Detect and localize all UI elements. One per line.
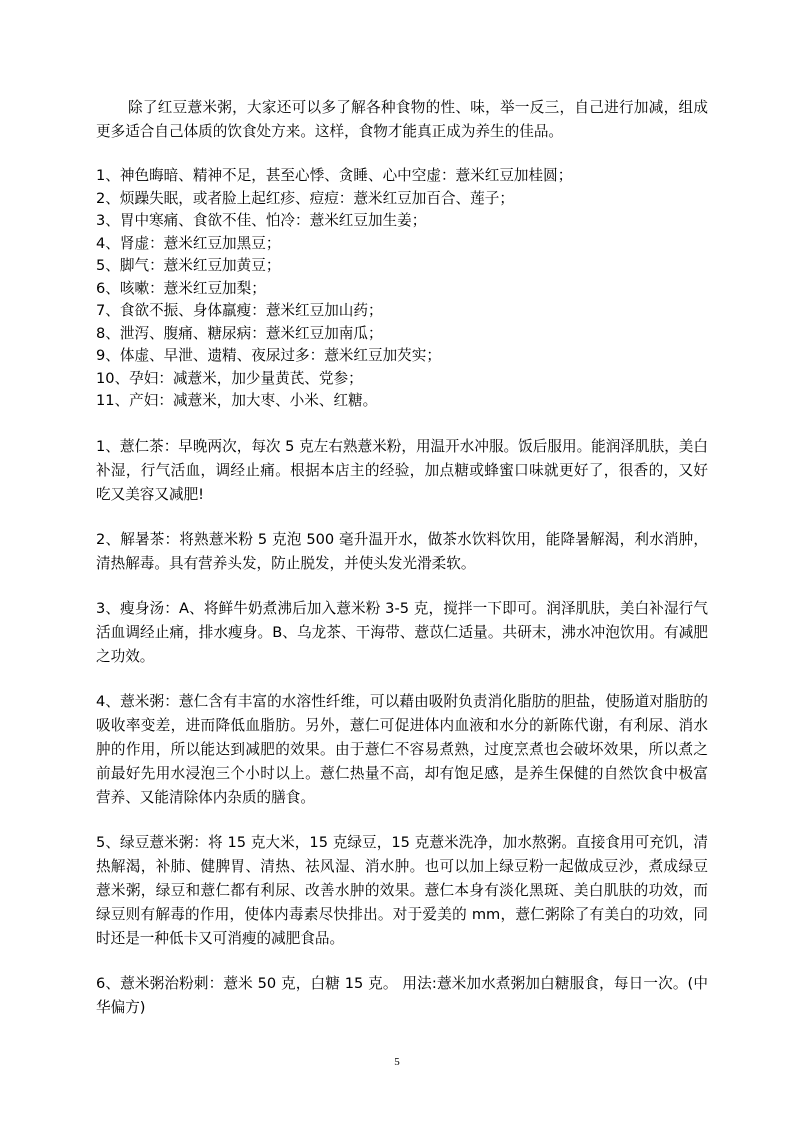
list-item: 10、孕妇：减薏米，加少量黄芪、党参； [96,369,363,387]
list-item: 1、神色晦暗、精神不足，甚至心悸、贪睡、心中空虚：薏米红豆加桂圆； [96,167,573,184]
recipe-paragraph-slimming-soup: 3、瘦身汤：A、将鲜牛奶煮沸后加入薏米粉 3-5 克，搅拌一下即可。润泽肌肤，美白补湿行气活血调经止痛，排水瘦身。B、乌龙茶、干海带、薏苡仁适量。共研末，沸水冲泡饮用。有减肥之功效。 [96,599,708,665]
list-item: 8、泄泻、腹痛、糖尿病：薏米红豆加南瓜； [96,324,383,342]
page-number: 5 [394,1056,400,1068]
intro-paragraph: 除了红豆薏米粥，大家还可以多了解各种食物的性、味，举一反三，自己进行加减，组成更多适合自己体质的饮食处方来。这样，食物才能真正成为养生的佳品。 [96,99,708,140]
recipe-paragraph-porridge: 4、薏米粥：薏仁含有丰富的水溶性纤维，可以藉由吸附负责消化脂肪的胆盐，使肠道对脂肪的吸收率变差，进而降低血脂肪。另外，薏仁可促进体内血液和水分的新陈代谢，有利尿、消水肿的作用，所以能达到减肥的效果。由于薏仁不容易煮熟，过度烹煮也会破坏效果，所以煮之前最好先用水浸泡三个小时以上。薏仁热量不高，却有饱足感，是养生保健的自然饮食中极富营养、又能清除体内杂质的膳食。 [96,692,708,806]
document-page [96,96,708,1041]
list-item: 6、咳嗽：薏米红豆加梨； [96,279,266,297]
recipe-paragraph-tea: 1、薏仁茶：早晚两次，每次 5 克左右熟薏米粉，用温开水冲服。饭后服用。能润泽肌肤，美白补湿，行气活血，调经止痛。根据本店主的经验，加点糖或蜂蜜口味就更好了，很香的，又好吃又美容又减肥! [96,437,708,503]
list-item: 4、肾虚：薏米红豆加黑豆； [96,234,281,252]
recipe-paragraph-mungbean-porridge: 5、绿豆薏米粥：将 15 克大米，15 克绿豆，15 克薏米洗净，加水熬粥。直接食用可充饥，清热解渴，补肺、健脾胃、清热、祛风湿、消水肿。也可以加上绿豆粉一起做成豆沙，煮成绿豆薏米粥，绿豆和薏仁都有利尿、改善水肿的效果。薏仁本身有淡化黑斑、美白肌肤的功效，而绿豆则有解毒的作用，使体内毒素尽快排出。对于爱美的 mm，薏仁粥除了有美白的功效，同时还是一种低卡又可消瘦的减肥食品。 [96,833,708,947]
recipe-paragraph-acne: 6、薏米粥治粉刺：薏米 50 克，白糖 15 克。 用法:薏米加水煮粥加白糖服食，每日一次。(中华偏方) [96,974,708,1016]
remedy-list [96,165,708,413]
recipe-paragraph-summer-tea: 2、解暑茶：将熟薏米粉 5 克泡 500 毫升温开水，做茶水饮料饮用，能降暑解渴，利水消肿，清热解毒。具有营养头发，防止脱发，并使头发光滑柔软。 [96,530,708,572]
list-item: 5、脚气：薏米红豆加黄豆； [96,257,281,274]
list-item: 2、烦躁失眠，或者脸上起红疹、痘痘：薏米红豆加百合、莲子； [96,189,514,207]
list-item: 11、产妇：减薏米，加大枣、小米、红糖。 [96,392,378,409]
list-item: 9、体虚、早泄、遗精、夜尿过多：薏米红豆加芡实； [96,347,441,364]
list-item: 7、食欲不振、身体羸瘦：薏米红豆加山药； [96,302,383,319]
list-item: 3、胃中寒痛、食欲不佳、怕冷：薏米红豆加生姜； [96,212,427,229]
